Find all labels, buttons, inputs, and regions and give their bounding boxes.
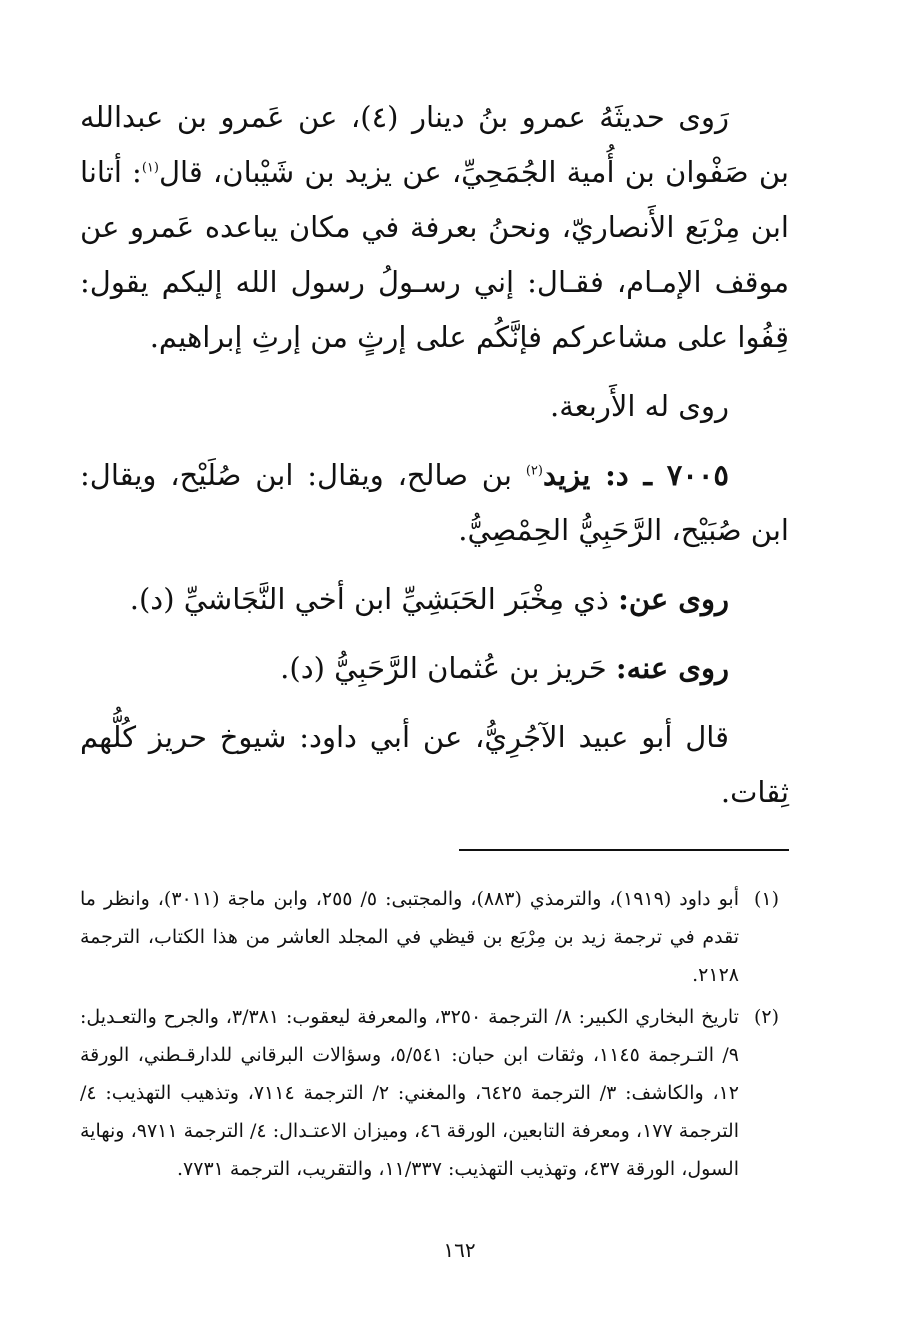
paragraph-hadith bbox=[80, 90, 789, 365]
footnote-number: (١) bbox=[753, 888, 779, 910]
footnote-text: تاريخ البخاري الكبير: ٨/ الترجمة ٣٢٥٠، والمعرفة ليعقوب: ٣/٣٨١، والجرح والتعـديل: ٩/ التـرجمة ١١٤٥، وثقات ابن حبان: ٥/٥٤١، وسؤالات البرقاني للدارقـطني، الورقة ١٢، والكاشف: ٣/ الترجمة ٦٤٢٥، والمغني: ٢/ الترجمة ٧١١٤، وتذهيب التهذيب: ٤/ الترجمة ١٧٧، ومعرفة التابعين، الورقة ٤٦، وميزان الاعتـدال: ٤/ الترجمة ٩٧١١، ونهاية السول، الورقة ٤٣٧، وتهذيب التهذيب: ١١/٣٣٧، والتقريب، الترجمة ٧٧٣١. bbox=[80, 1006, 739, 1180]
main-text bbox=[80, 90, 789, 820]
paragraph-assessment: قال أبو عبيد الآجُرِيُّ، عن أبي داود: شيوخ حريز كُلُّهم ثِقات. bbox=[80, 720, 789, 809]
footnotes bbox=[80, 880, 779, 1192]
footnote-ref-1[interactable]: (١) bbox=[141, 160, 159, 176]
paragraph-narrators: روى له الأَربعة. bbox=[550, 389, 729, 423]
footnote-separator bbox=[459, 849, 789, 851]
narrated-by-label: روى عنه: bbox=[615, 651, 729, 685]
footnote-2 bbox=[80, 998, 779, 1188]
narrated-from bbox=[80, 572, 789, 627]
entry-heading: ٧٠٠٥ ـ د: يزيد bbox=[542, 458, 729, 492]
page-number: ١٦٢ bbox=[443, 1238, 476, 1262]
narrated-from-text: ذي مِخْبَر الحَبَشِيِّ ابن أخي النَّجَاشيِّ (د). bbox=[129, 582, 619, 616]
paragraph-hadith-text-end: : أتانا ابن مِرْبَع الأَنصاريّ، ونحنُ بعرفة في مكان يباعده عَمرو عن موقف الإمـام، فقـال: إني رسـولُ رسول الله إليكم يقول: قِفُوا على مشاعركم فإنَّكُم على إرثٍ من إرثِ إبراهيم. bbox=[80, 155, 789, 354]
biography-entry bbox=[80, 448, 789, 558]
narrated-by-text: حَريز بن عُثمان الرَّحَبِيُّ (د). bbox=[280, 651, 616, 685]
footnote-1 bbox=[80, 880, 779, 994]
footnote-ref-2[interactable]: (٢) bbox=[525, 463, 543, 479]
footnote-number: (٢) bbox=[753, 1006, 779, 1028]
paragraph-hadith-text: رَوى حديثَهُ عمرو بنُ دينار (٤)، عن عَمرو بن عبدالله بن صَفْوان بن أُمية الجُمَحِيِّ، عن يزيد بن شَيْبان، قال bbox=[80, 100, 789, 189]
entry-name: بن صالح، ويقال: ابن صُلَيْح، ويقال: ابن صُبَيْح، الرَّحَبِيُّ الحِمْصِيُّ. bbox=[80, 458, 789, 547]
footnote-text: أبو داود (١٩١٩)، والترمذي (٨٨٣)، والمجتبى: ٥/ ٢٥٥، وابن ماجة (٣٠١١)، وانظر ما تقدم في ترجمة زيد بن مِرْبَع بن قيظي في المجلد العاشر من هذا الكتاب، الترجمة ٢١٢٨. bbox=[80, 888, 739, 986]
narrated-by bbox=[80, 641, 789, 696]
narrated-from-label: روى عن: bbox=[618, 582, 729, 616]
